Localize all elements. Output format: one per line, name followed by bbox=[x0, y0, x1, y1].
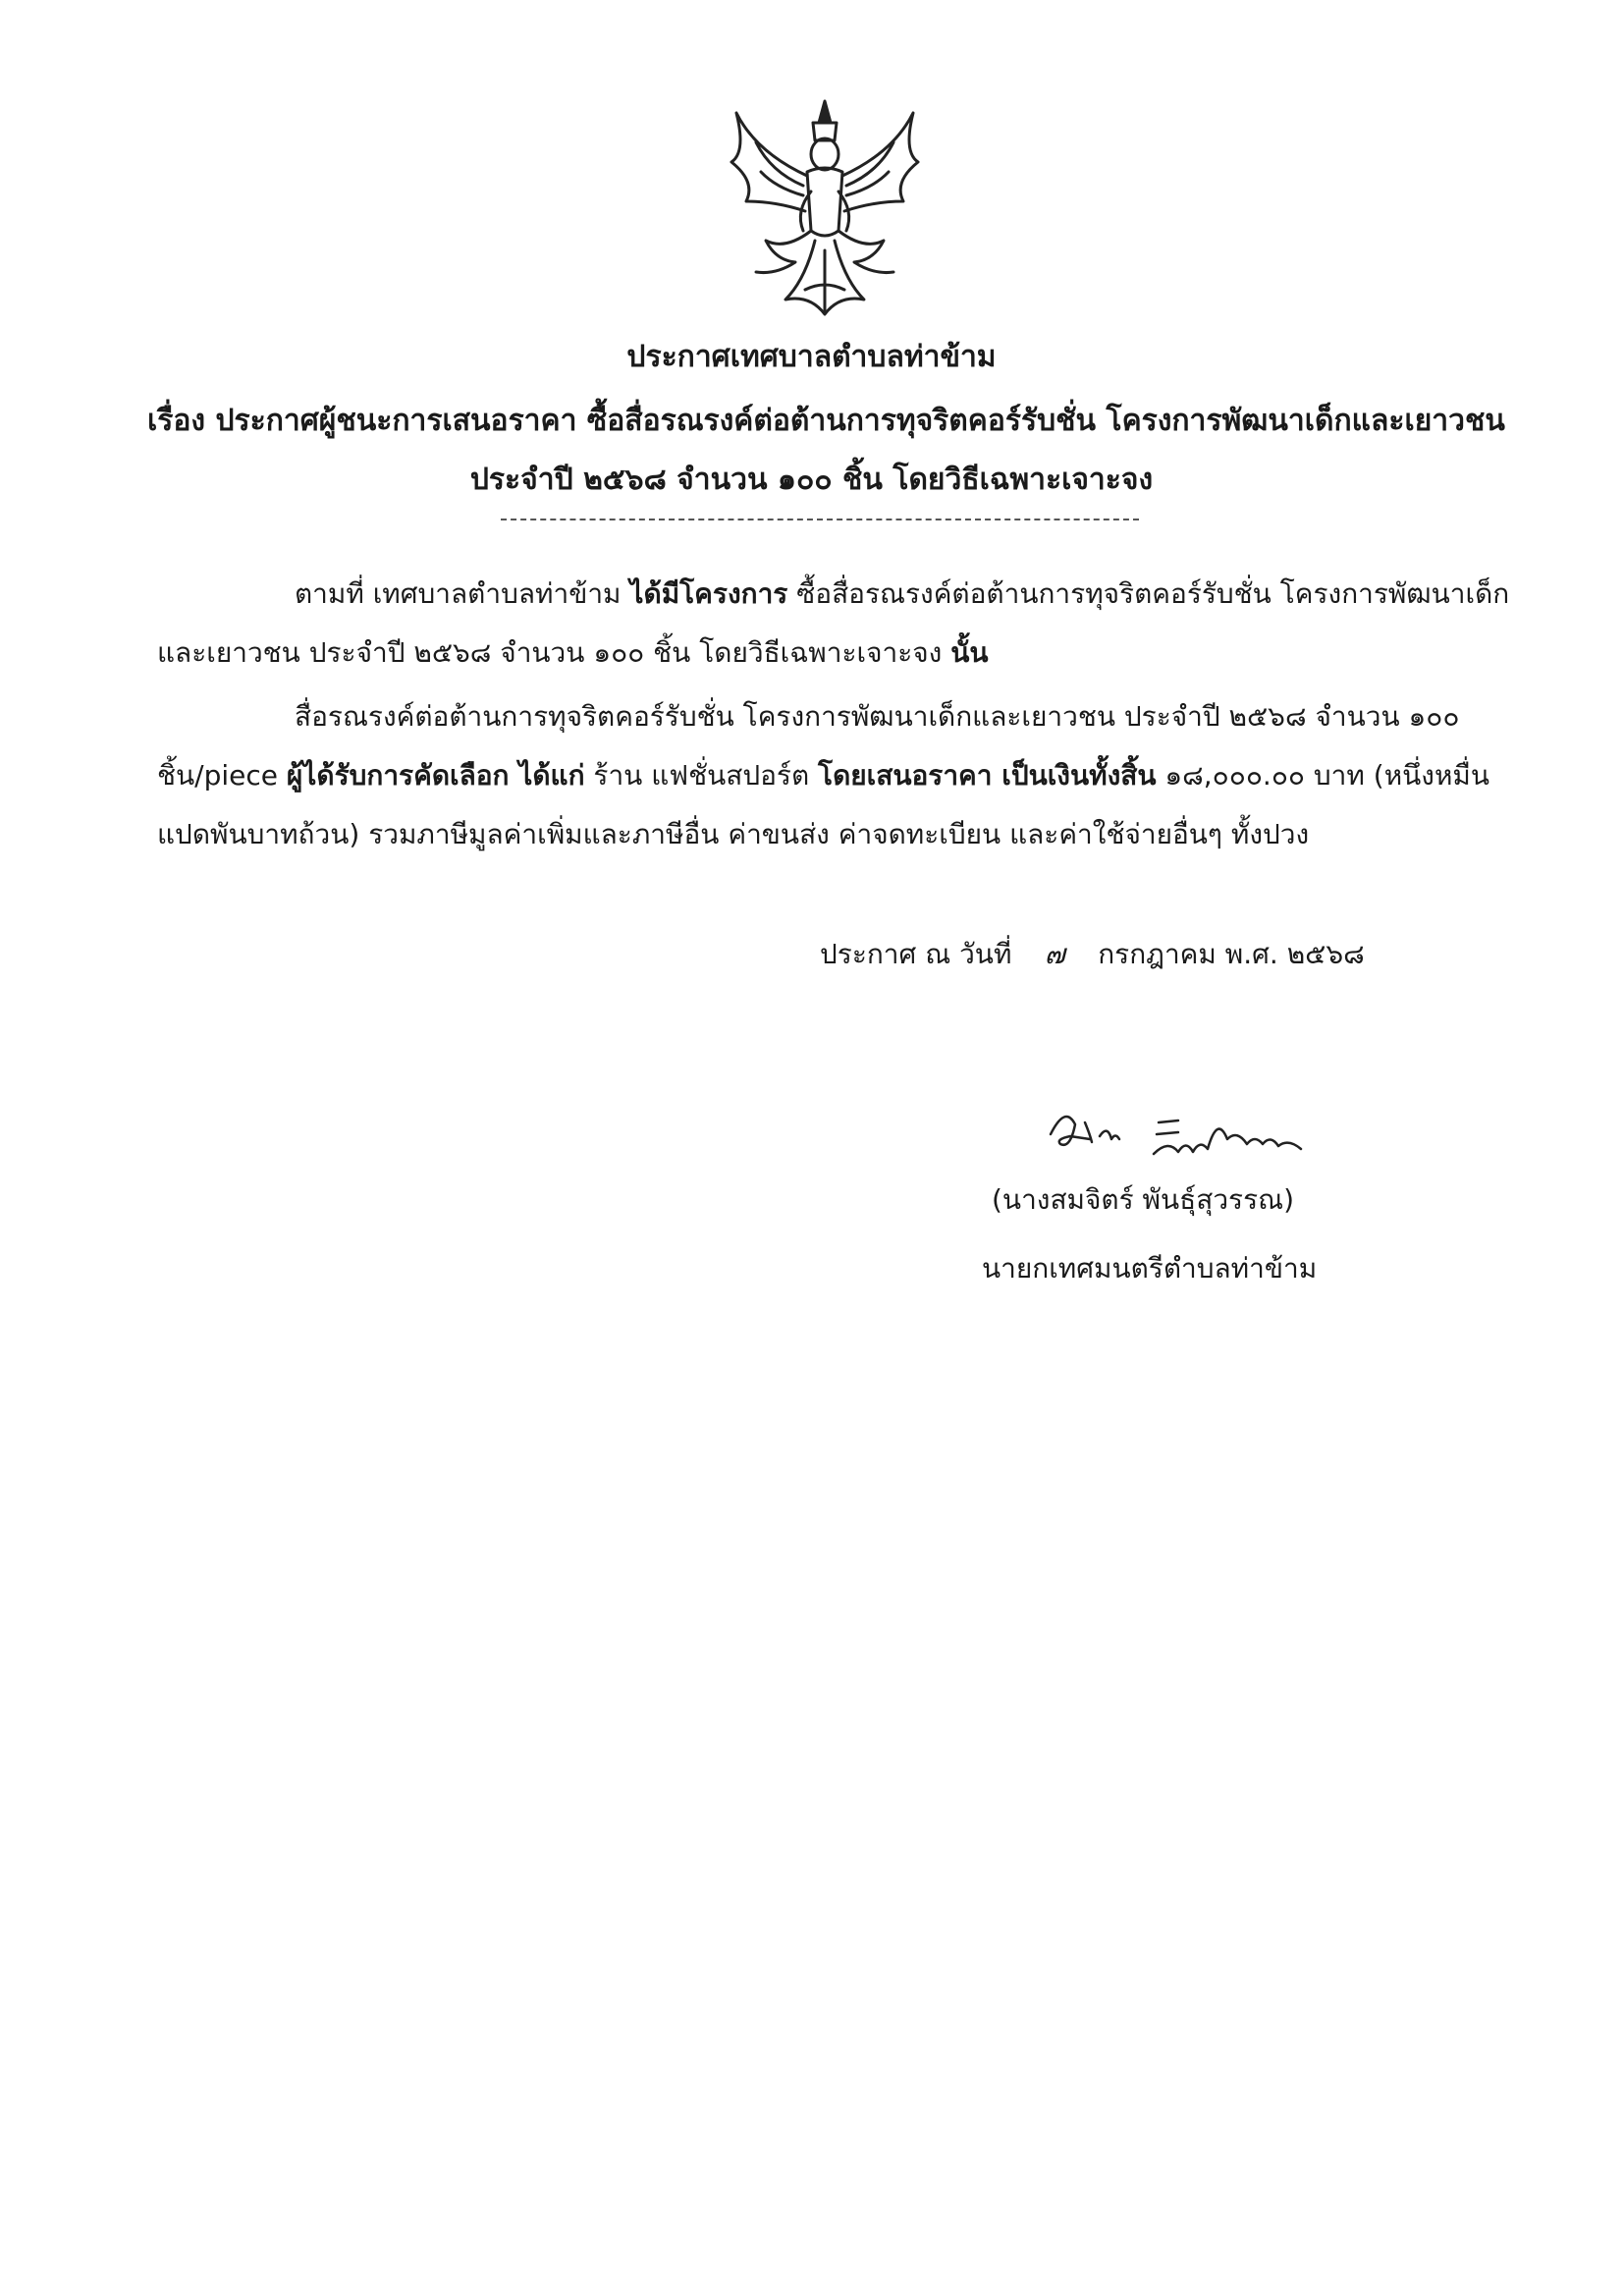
text-segment: ตามที่ เทศบาลตำบลท่าข้าม bbox=[295, 577, 630, 610]
paragraph-2-line-2 bbox=[157, 756, 1489, 795]
text-segment: และเยาวชน ประจำปี ๒๕๖๘ จำนวน ๑๐๐ ชิ้น โดยวิธีเฉพาะเจาะจง bbox=[157, 636, 951, 669]
text-segment-bold: โดยเสนอราคา เป็นเงินทั้งสิ้น bbox=[818, 759, 1157, 792]
announce-month-year: กรกฎาคม พ.ศ. ๒๕๖๘ bbox=[1098, 938, 1365, 970]
text-segment: ร้าน แฟชั่นสปอร์ต bbox=[584, 759, 819, 792]
signatory-name: (นางสมจิตร์ พันธุ์สุวรรณ) bbox=[992, 1183, 1295, 1216]
text-segment: ๑๘,๐๐๐.๐๐ บาท (หนึ่งหมื่น bbox=[1156, 759, 1490, 792]
text-segment: ชิ้น/piece bbox=[157, 759, 287, 792]
announce-day: ๗ bbox=[1044, 938, 1065, 970]
text-segment-bold: นั้น bbox=[950, 636, 989, 669]
text-segment-bold: ได้มีโครงการ bbox=[629, 577, 788, 610]
signatory-position: นายกเทศมนตรีตำบลท่าข้าม bbox=[982, 1252, 1318, 1285]
paragraph-1-line-1 bbox=[295, 574, 1509, 614]
divider-line bbox=[501, 519, 1139, 520]
text-segment: ซื้อสื่อรณรงค์ต่อต้านการทุจริตคอร์รับชั่น โครงการพัฒนาเด็ก bbox=[787, 577, 1510, 610]
announce-label: ประกาศ ณ วันที่ bbox=[820, 938, 1012, 970]
garuda-emblem bbox=[717, 93, 933, 329]
subject-line-1: เรื่อง ประกาศผู้ชนะการเสนอราคา ซื้อสื่อรณรงค์ต่อต้านการทุจริตคอร์รับชั่น โครงการพัฒนาเด็กและเยาวชน bbox=[147, 404, 1505, 438]
signature bbox=[1031, 1095, 1311, 1169]
subject-line-2: ประจำปี ๒๕๖๘ จำนวน ๑๐๐ ชิ้น โดยวิธีเฉพาะเจาะจง bbox=[469, 463, 1154, 497]
paragraph-2-line-3: แปดพันบาทถ้วน) รวมภาษีมูลค่าเพิ่มและภาษีอื่น ค่าขนส่ง ค่าจดทะเบียน และค่าใช้จ่ายอื่นๆ ทั้งปวง bbox=[157, 818, 1310, 850]
document-title: ประกาศเทศบาลตำบลท่าข้าม bbox=[626, 340, 997, 374]
paragraph-2-line-1: สื่อรณรงค์ต่อต้านการทุจริตคอร์รับชั่น โครงการพัฒนาเด็กและเยาวชน ประจำปี ๒๕๖๘ จำนวน ๑๐๐ bbox=[295, 700, 1460, 733]
text-segment-bold: ผู้ได้รับการคัดเลือก ได้แก่ bbox=[286, 759, 585, 792]
announce-date bbox=[820, 933, 1365, 976]
paragraph-1-line-2 bbox=[157, 633, 989, 673]
